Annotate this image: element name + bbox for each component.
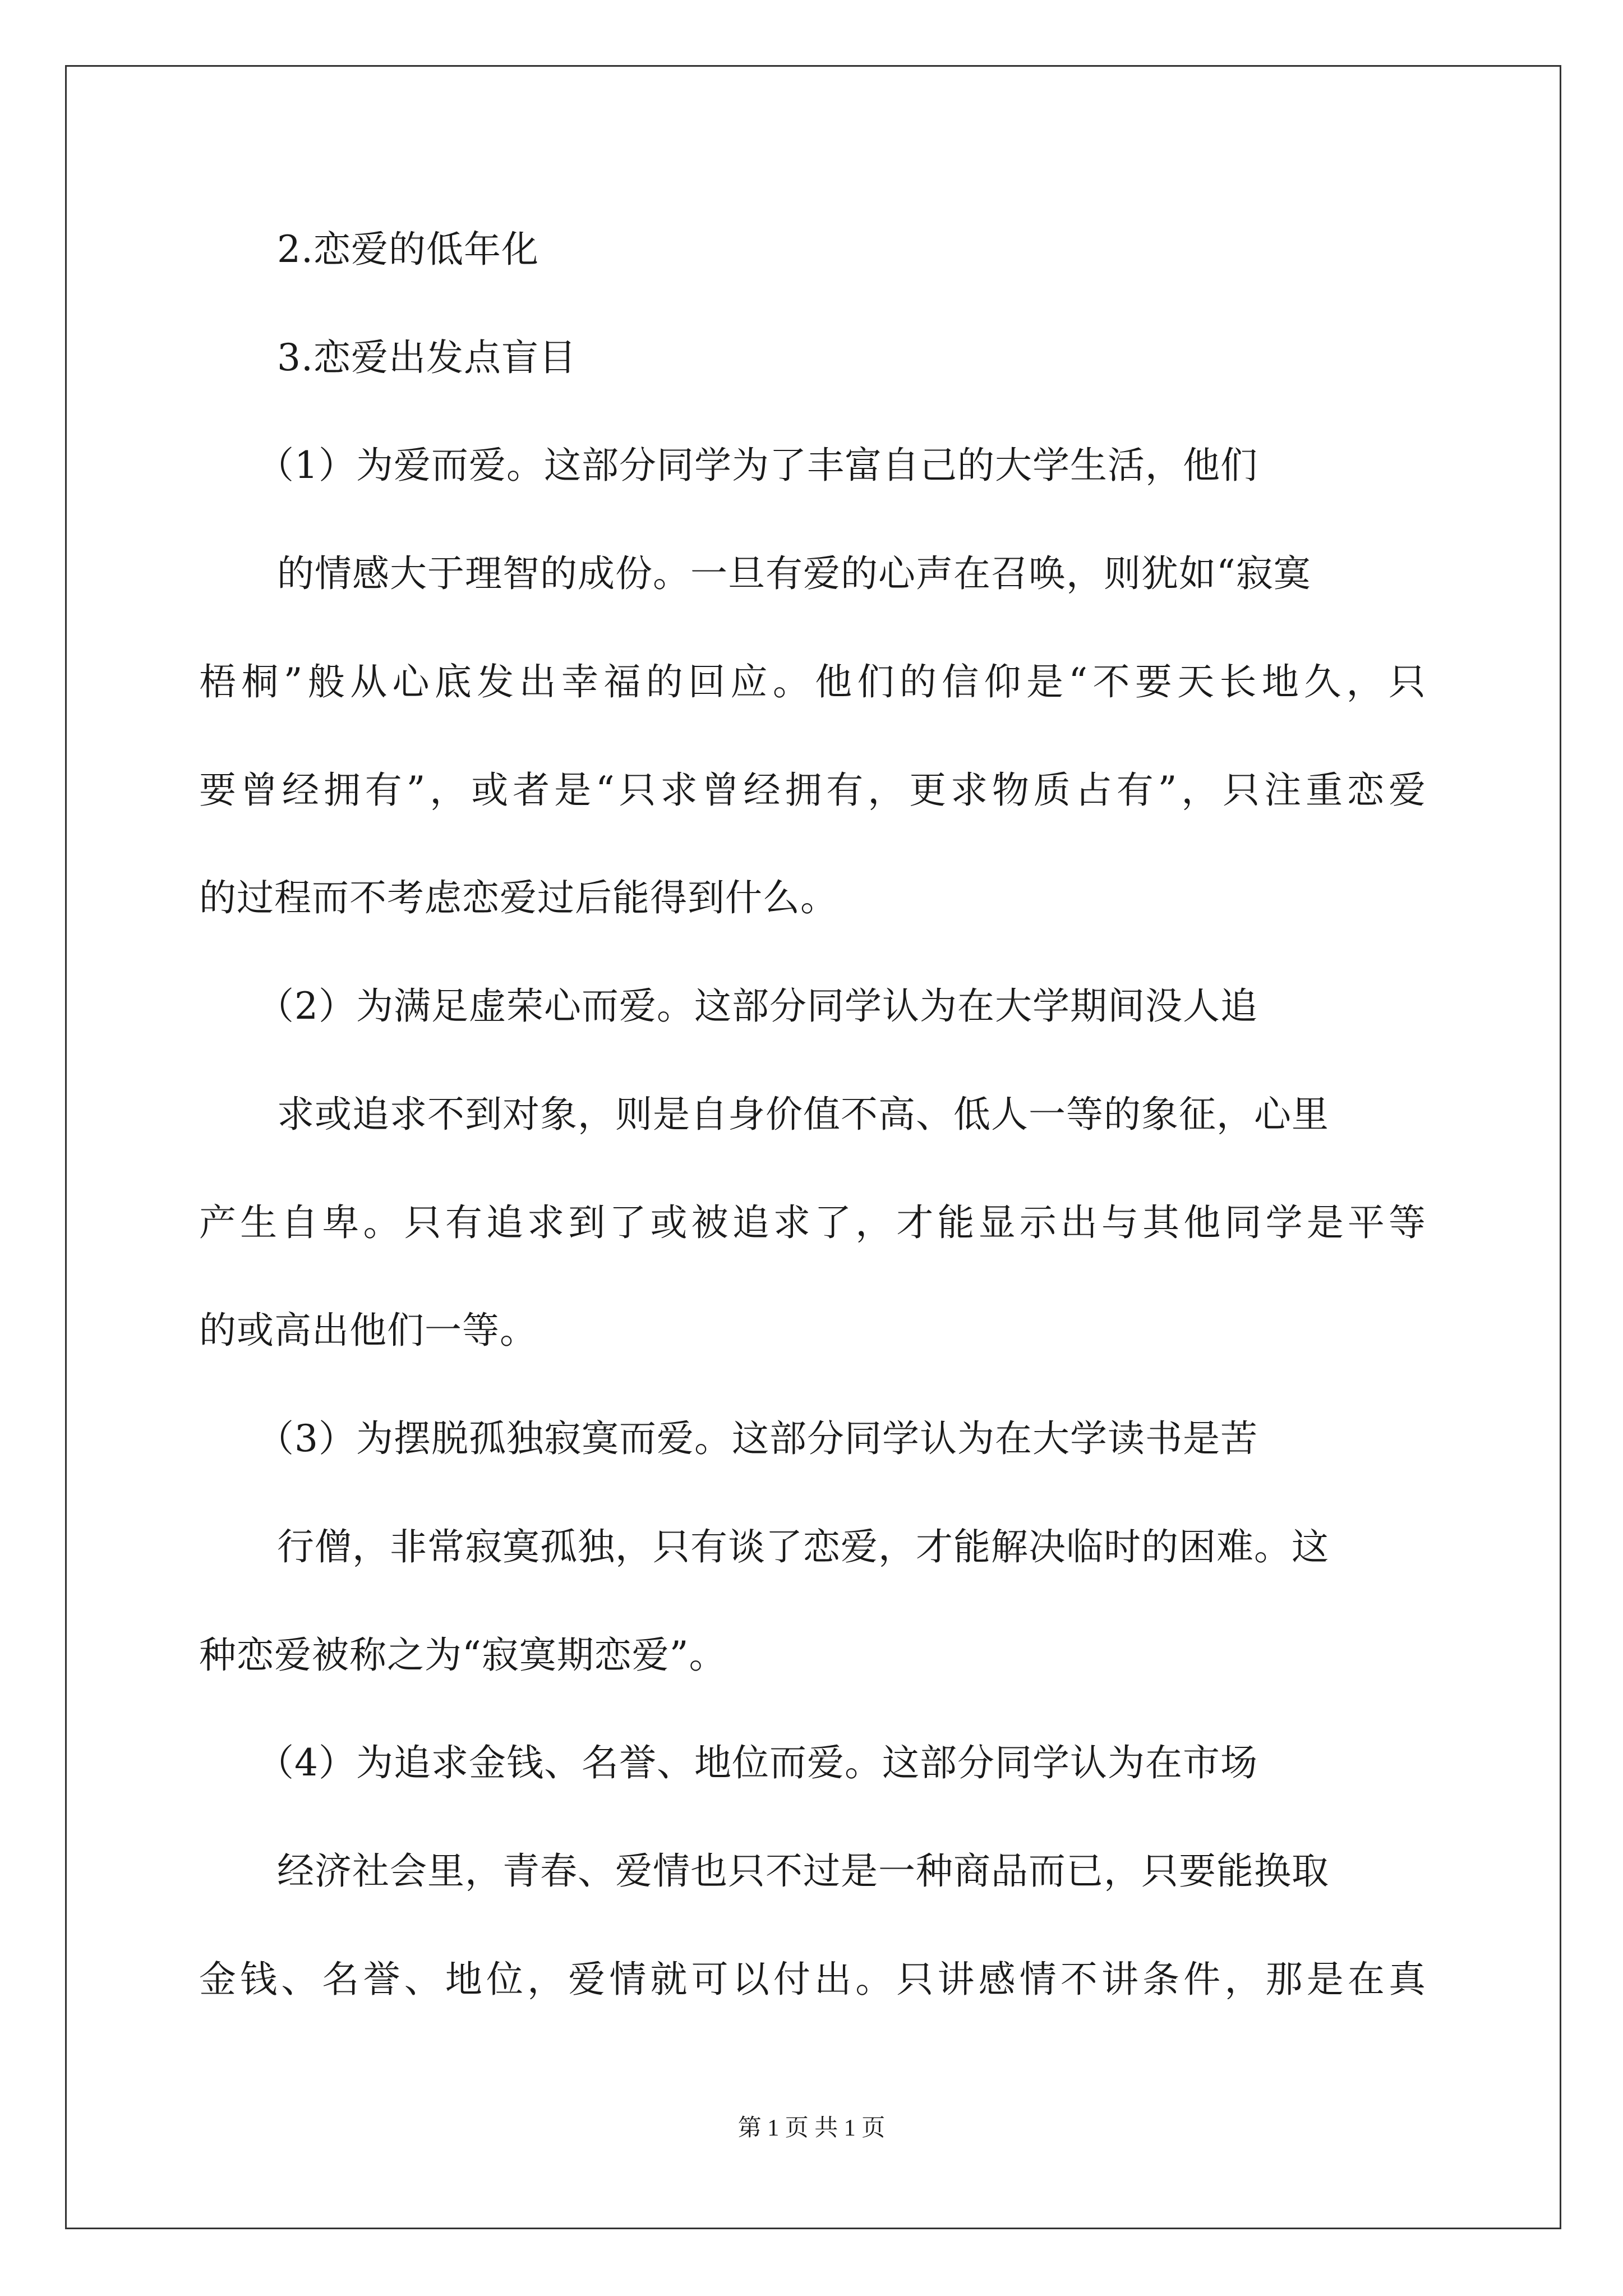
paragraph-line: 要曾经拥有”，或者是“只求曾经拥有，更求物质占有”，只注重恋爱 [199, 769, 1426, 812]
paragraph-line: （3）为摆脱孤独寂寞而爱。这部分同学认为在大学读书是苦 [257, 1417, 1258, 1460]
page-footer: 第 1 页 共 1 页 [737, 2115, 886, 2141]
paragraph-line: 的或高出他们一等。 [199, 1309, 537, 1352]
paragraph-line: 种恋爱被称之为“寂寞期恋爱”。 [199, 1634, 727, 1677]
paragraph-line: 金钱、名誉、地位，爱情就可以付出。只讲感情不讲条件，那是在真 [199, 1958, 1426, 2001]
paragraph-line: （1）为爱而爱。这部分同学为了丰富自己的大学生活，他们 [257, 444, 1258, 487]
page-border [65, 65, 1561, 2229]
paragraph-line: 梧桐”般从心底发出幸福的回应。他们的信仰是“不要天长地久，只 [199, 660, 1426, 703]
paragraph-line: 产生自卑。只有追求到了或被追求了，才能显示出与其他同学是平等 [199, 1201, 1426, 1244]
paragraph-line: （4）为追求金钱、名誉、地位而爱。这部分同学认为在市场 [257, 1741, 1258, 1784]
paragraph-line: 的过程而不考虑恋爱过后能得到什么。 [199, 876, 838, 919]
paragraph-line: 行僧，非常寂寞孤独，只有谈了恋爱，才能解决临时的困难。这 [277, 1525, 1329, 1568]
heading-low-age: 2.恋爱的低年化 [277, 228, 539, 271]
heading-blind-motive: 3.恋爱出发点盲目 [277, 336, 577, 379]
paragraph-line: 经济社会里，青春、爱情也只不过是一种商品而已，只要能换取 [277, 1849, 1329, 1893]
paragraph-line: （2）为满足虚荣心而爱。这部分同学认为在大学期间没人追 [257, 984, 1258, 1028]
paragraph-line: 求或追求不到对象，则是自身价值不高、低人一等的象征，心里 [277, 1093, 1329, 1136]
paragraph-line: 的情感大于理智的成份。一旦有爱的心声在召唤，则犹如“寂寞 [277, 552, 1311, 595]
